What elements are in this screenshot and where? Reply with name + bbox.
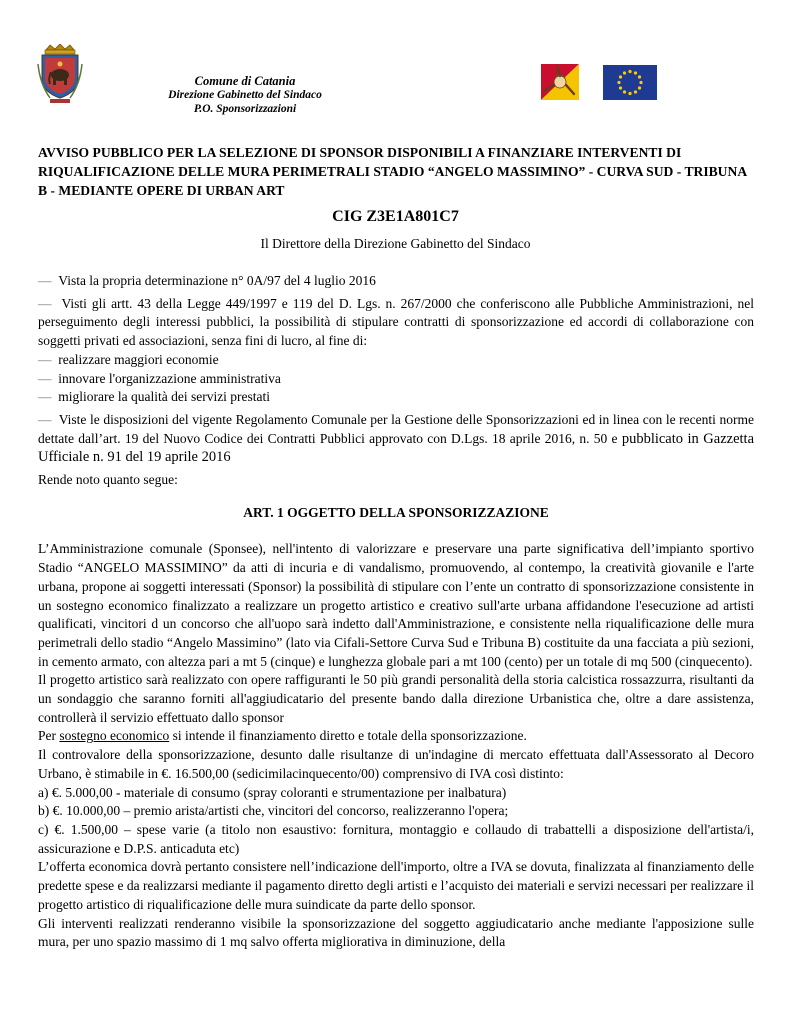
art1-paragraph-1: L’Amministrazione comunale (Sponsee), nell'intento di valorizzare e preservare una parte significativa dell’impianto sportivo Stadio “ANGELO MASSIMINO” da atti di incuria e di vandalismo, promuovendo, al contempo, la creatività giovanile e l'arte urbana, propone ai soggetti interessati (Sponsor) la possibilità di stipulare con l’ente un contratto di sponsorizzazione consistente in un sostegno economico finalizzato a realizzare un progetto artistico e creativo sull'arte urbana affidandone l'esecuzione ad artisti qualificati, vincitori d un concorso che all'uopo sarà indetto dall'Amministrazione, e consistente nella riqualificazione delle mura perimetrali dello stadio “Angelo Massimino” (lato via Cifali-Settore Curva Sud e Tribuna B) costituite da una facciata a più sezioni, in cemento armato, con altezza pari a mt 5 (cinque) e lunghezza globale pari a mt 100 (cento) per un totale di mq 500 (cinquecento). xyxy=(38,541,754,669)
premise-regolamento-text: — Viste le disposizioni del vigente Regolamento Comunale per la Gestione delle Sponsorizzazioni ed in linea con le recenti norme dettate dall’art. 19 del Nuovo Codice dei Contratti Pubblici approvato con D.Lgs. 18 aprile 2016, n. 50 e xyxy=(38,412,754,446)
cost-item-b: b) €. 10.000,00 – premio arista/artisti che, vincitori del concorso, realizzeranno l'opera; xyxy=(38,803,509,819)
header-direzione: Direzione Gabinetto del Sindaco xyxy=(168,89,322,101)
art1-paragraph-5: L’offerta economica dovrà pertanto consistere nell’indicazione dell'importo, oltre a IVA se dovuta, finalizzata al finanziamento delle predette spese e da realizzarsi mediante il pagamento diretto degli artisti e l’acquisto dei materiali e servizi necessari per realizzare il progetto artistico di riqualificazione delle mura suindicate da parte dello sponsor. xyxy=(38,859,754,912)
premise-visti-artt: — Visti gli artt. 43 della Legge 449/1997 e 119 del D. Lgs. n. 267/2000 che conferiscono alle Pubbliche Amministrazioni, nel perseguimento degli interessi pubblici, la possibilità di stipulare contratti di sponsorizzazione ed accordi di collaborazione con soggetti privati ed associazioni, senza fini di lucro, al fine di: xyxy=(38,295,754,351)
cig-code: CIG Z3E1A801C7 xyxy=(332,208,459,225)
premise-regolamento xyxy=(38,411,754,467)
sostegno-economico-term: sostegno economico xyxy=(59,728,170,744)
art1-paragraph-6: Gli interventi realizzati renderanno visibile la sponsorizzazione del soggetto aggiudicatario anche mediante l'apposizione sulle mura, per uno spazio massimo di 1 mq salvo offerta migliorativa in diminuzione, della xyxy=(38,915,754,950)
premise-determinazione: — Vista la propria determinazione n° 0A/97 del 4 luglio 2016 xyxy=(38,272,754,291)
art1-paragraph-2: Il progetto artistico sarà realizzato con opere raffiguranti le 50 più grandi personalità della storia calcistica rossazzurra, risultanti da un sondaggio che saranno forniti all'aggiudicatario del presente bando dalla direzione Urbanistica che, oltre a dare assistenza, controllerà il servizio effettuato dallo sponsor xyxy=(38,672,754,725)
cost-item-c: c) €. 1.500,00 – spese varie (a titolo non esaustivo: fornitura, montaggio e collaudo di trabattelli a disposizione dell'artista/i, assicurazione e D.P.S. anticaduta etc) xyxy=(38,821,754,856)
document-body xyxy=(38,272,754,952)
sicily-region-logo xyxy=(541,64,579,100)
list-item: — migliorare la qualità dei servizi prestati xyxy=(38,388,754,407)
para3-prefix: Per xyxy=(38,728,56,744)
rende-noto: Rende noto quanto segue: xyxy=(38,472,178,488)
cost-item-a: a) €. 5.000,00 - materiale di consumo (spray coloranti e strumentazione per inalbatura) xyxy=(38,784,507,800)
office-header xyxy=(120,74,370,116)
notice-title: AVVISO PUBBLICO PER LA SELEZIONE DI SPONSOR DISPONIBILI A FINANZIARE INTERVENTI DI RIQUALIFICAZIONE DELLE MURA PERIMETRALI STADIO “ANGELO MASSIMINO” - CURVA SUD - TRIBUNA B - MEDIANTE OPERE DI URBAN ART xyxy=(38,145,747,198)
director-line: Il Direttore della Direzione Gabinetto del Sindaco xyxy=(260,236,531,251)
header-po: P.O. Sponsorizzazioni xyxy=(193,103,297,115)
list-item: — realizzare maggiori economie xyxy=(38,351,754,370)
art1-heading: ART. 1 OGGETTO DELLA SPONSORIZZAZIONE xyxy=(243,504,549,520)
art1-paragraph-4: Il controvalore della sponsorizzazione, desunto dalle risultanze di un'indagine di mercato effettuata dall'Assessorato al Decoro Urbano, è stimabile in €. 16.500,00 (sedicimilacinquecento/00) comprensivo di IVA così distinto: xyxy=(38,747,754,781)
catania-crest-logo xyxy=(36,44,84,104)
eu-flag-logo xyxy=(603,65,657,100)
para3-suffix: si intende il finanziamento diretto e totale della sponsorizzazione. xyxy=(172,728,527,744)
list-item: — innovare l'organizzazione amministrativa xyxy=(38,370,754,389)
art1-paragraph-3 xyxy=(38,727,754,746)
header-comune: Comune di Catania xyxy=(194,74,296,88)
premise-gazzetta: pubblicato in Gazzetta Ufficiale n. 91 del 19 aprile 2016 xyxy=(38,430,755,466)
